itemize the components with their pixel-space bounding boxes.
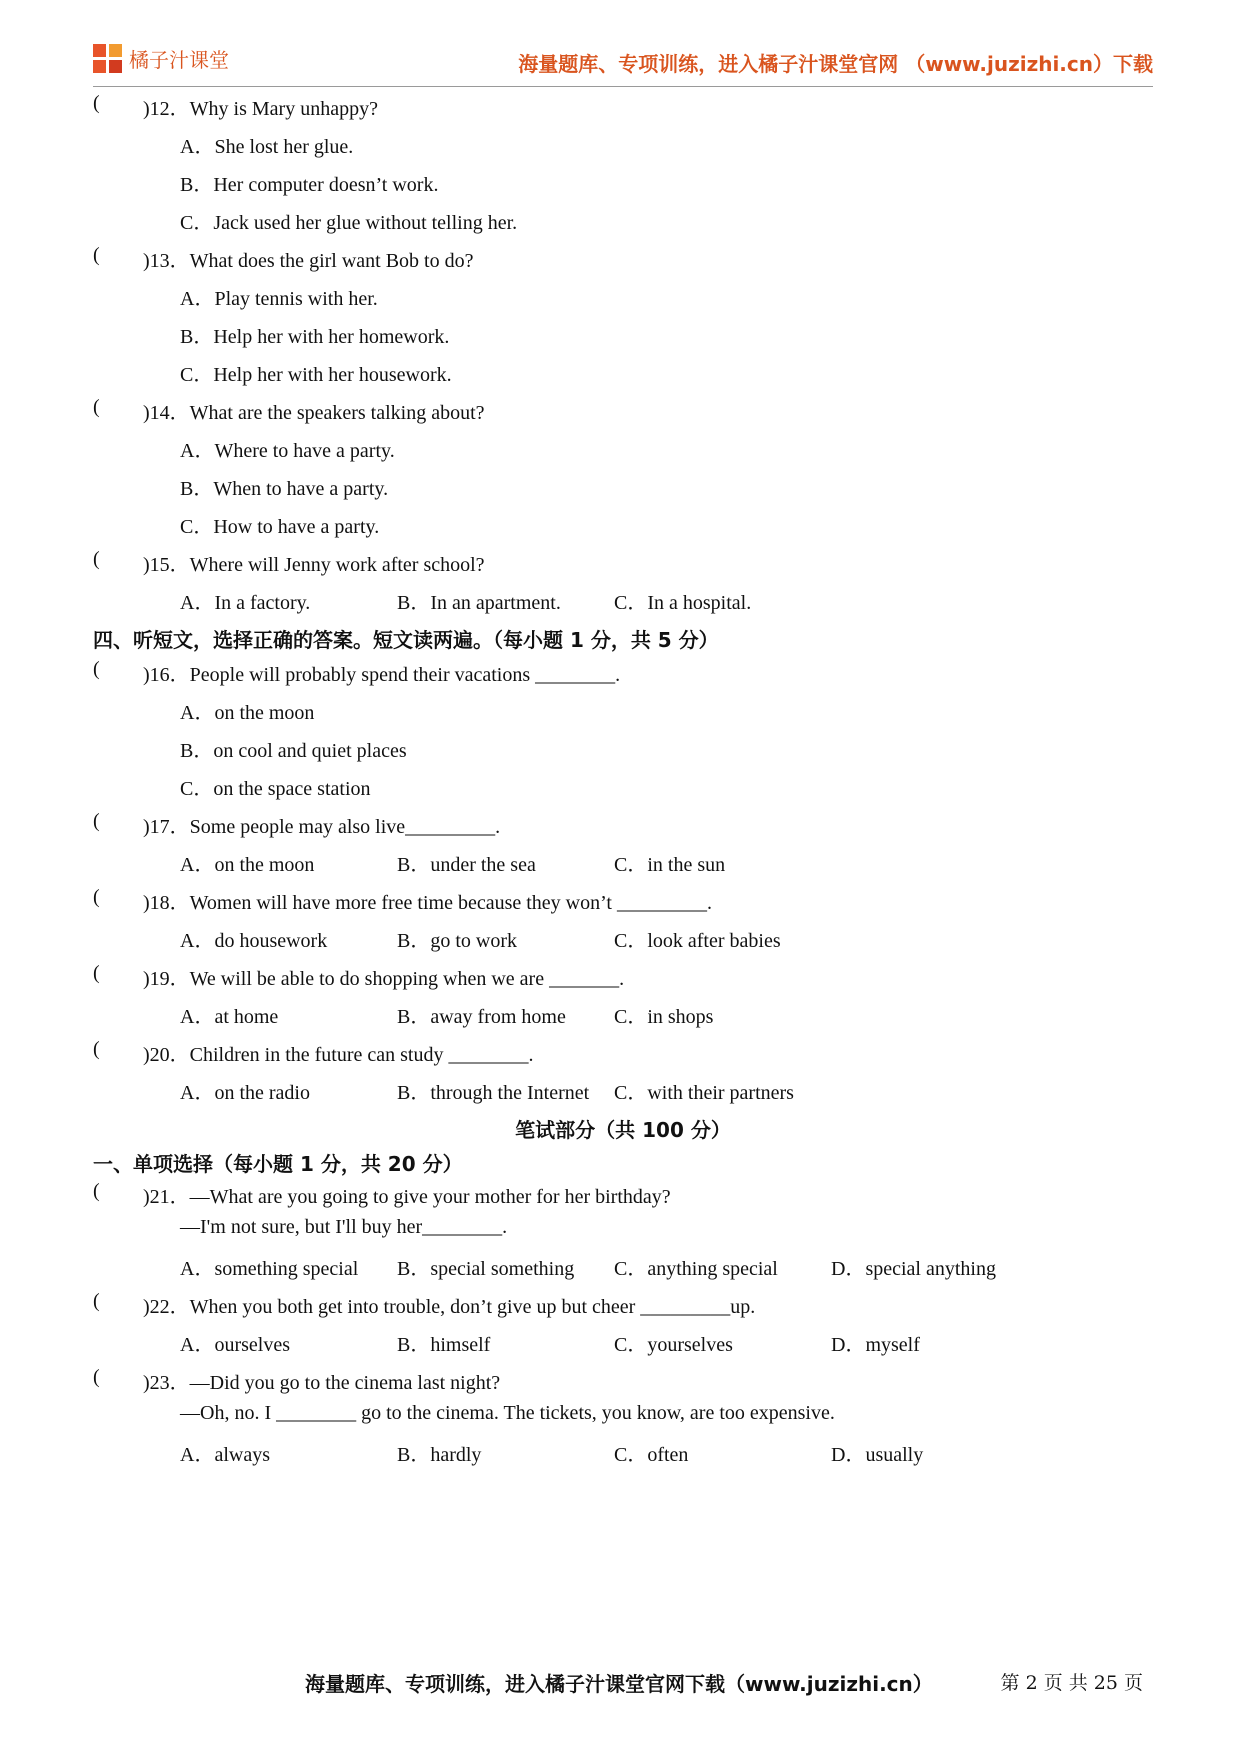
option: C．In a hospital. [614, 592, 752, 614]
option: B．on cool and quiet places [180, 740, 407, 762]
section-heading: 一、单项选择（每小题 1 分，共 20 分） [93, 1152, 463, 1176]
footer-slogan: 海量题库、专项训练，进入橘子汁课堂官网下载（www.juzizhi.cn） [305, 1672, 933, 1696]
option: A．do housework [180, 930, 328, 952]
option: B．Her computer doesn’t work. [180, 174, 439, 196]
page-header [93, 40, 1153, 87]
logo-square [93, 60, 106, 73]
question-text: )17．Some people may also live_________. [143, 816, 501, 838]
option: D．special anything [831, 1258, 996, 1280]
option: C．often [614, 1444, 689, 1466]
option: B．go to work [397, 930, 517, 952]
option: A．on the moon [180, 702, 315, 724]
option: A．on the moon [180, 854, 315, 876]
answer-bracket[interactable]: ( [93, 658, 100, 680]
answer-bracket[interactable]: ( [93, 962, 100, 984]
option: C．in shops [614, 1006, 714, 1028]
question-text: )15．Where will Jenny work after school? [143, 554, 485, 576]
answer-bracket[interactable]: ( [93, 810, 100, 832]
option: C．with their partners [614, 1082, 794, 1104]
option: A．always [180, 1444, 270, 1466]
answer-bracket[interactable]: ( [93, 396, 100, 418]
option: C．anything special [614, 1258, 778, 1280]
option: C．Help her with her housework. [180, 364, 452, 386]
answer-bracket[interactable]: ( [93, 1038, 100, 1060]
question-text: )16．People will probably spend their vacations ________. [143, 664, 621, 686]
question-text: )19．We will be able to do shopping when we are _______. [143, 968, 625, 990]
option: B．In an apartment. [397, 592, 561, 614]
option: D．usually [831, 1444, 924, 1466]
question-text: )23．—Did you go to the cinema last night? [143, 1372, 501, 1394]
option: A．on the radio [180, 1082, 310, 1104]
answer-bracket[interactable]: ( [93, 1180, 100, 1202]
option: A．Play tennis with her. [180, 288, 378, 310]
option: C．on the space station [180, 778, 371, 800]
answer-bracket[interactable]: ( [93, 92, 100, 114]
question-text-line2: —Oh, no. I ________ go to the cinema. The tickets, you know, are too expensive. [180, 1402, 835, 1424]
question-text: )22．When you both get into trouble, don’t give up but cheer _________up. [143, 1296, 756, 1318]
question-text: )20．Children in the future can study ________. [143, 1044, 534, 1066]
section-heading: 四、听短文，选择正确的答案。短文读两遍。（每小题 1 分，共 5 分） [93, 628, 719, 652]
option: B．When to have a party. [180, 478, 389, 500]
brand-name: 橘子汁课堂 [129, 48, 229, 72]
option: C．in the sun [614, 854, 726, 876]
question-text: )12．Why is Mary unhappy? [143, 98, 378, 120]
logo-square [109, 44, 122, 57]
option: C．How to have a party. [180, 516, 380, 538]
written-part-title: 笔试部分（共 100 分） [515, 1118, 731, 1142]
answer-bracket[interactable]: ( [93, 886, 100, 908]
option: B．under the sea [397, 854, 536, 876]
option: A．In a factory. [180, 592, 311, 614]
option: A．She lost her glue. [180, 136, 354, 158]
option: B．hardly [397, 1444, 482, 1466]
answer-bracket[interactable]: ( [93, 548, 100, 570]
option: C．Jack used her glue without telling her. [180, 212, 518, 234]
option: B．special something [397, 1258, 575, 1280]
option: B．through the Internet [397, 1082, 590, 1104]
question-text: )14．What are the speakers talking about? [143, 402, 485, 424]
option: B．away from home [397, 1006, 566, 1028]
logo-icon [93, 44, 123, 74]
header-slogan: 海量题库、专项训练，进入橘子汁课堂官网 （www.juzizhi.cn）下载 [518, 52, 1153, 76]
option: A．at home [180, 1006, 279, 1028]
question-text: )21．—What are you going to give your mother for her birthday? [143, 1186, 671, 1208]
option: A．something special [180, 1258, 359, 1280]
answer-bracket[interactable]: ( [93, 1290, 100, 1312]
question-text-line2: —I'm not sure, but I'll buy her________. [180, 1216, 508, 1238]
option: D．myself [831, 1334, 920, 1356]
option: B．himself [397, 1334, 491, 1356]
option: A．Where to have a party. [180, 440, 395, 462]
page-number: 第 2 页 共 25 页 [1000, 1672, 1143, 1694]
option: C．yourselves [614, 1334, 733, 1356]
logo-square [93, 44, 106, 57]
option: B．Help her with her homework. [180, 326, 450, 348]
page-footer [0, 1668, 1240, 1698]
answer-bracket[interactable]: ( [93, 244, 100, 266]
option: A．ourselves [180, 1334, 290, 1356]
question-text: )18．Women will have more free time because they won’t _________. [143, 892, 712, 914]
logo-square [109, 60, 122, 73]
question-text: )13．What does the girl want Bob to do? [143, 250, 474, 272]
answer-bracket[interactable]: ( [93, 1366, 100, 1388]
option: C．look after babies [614, 930, 781, 952]
